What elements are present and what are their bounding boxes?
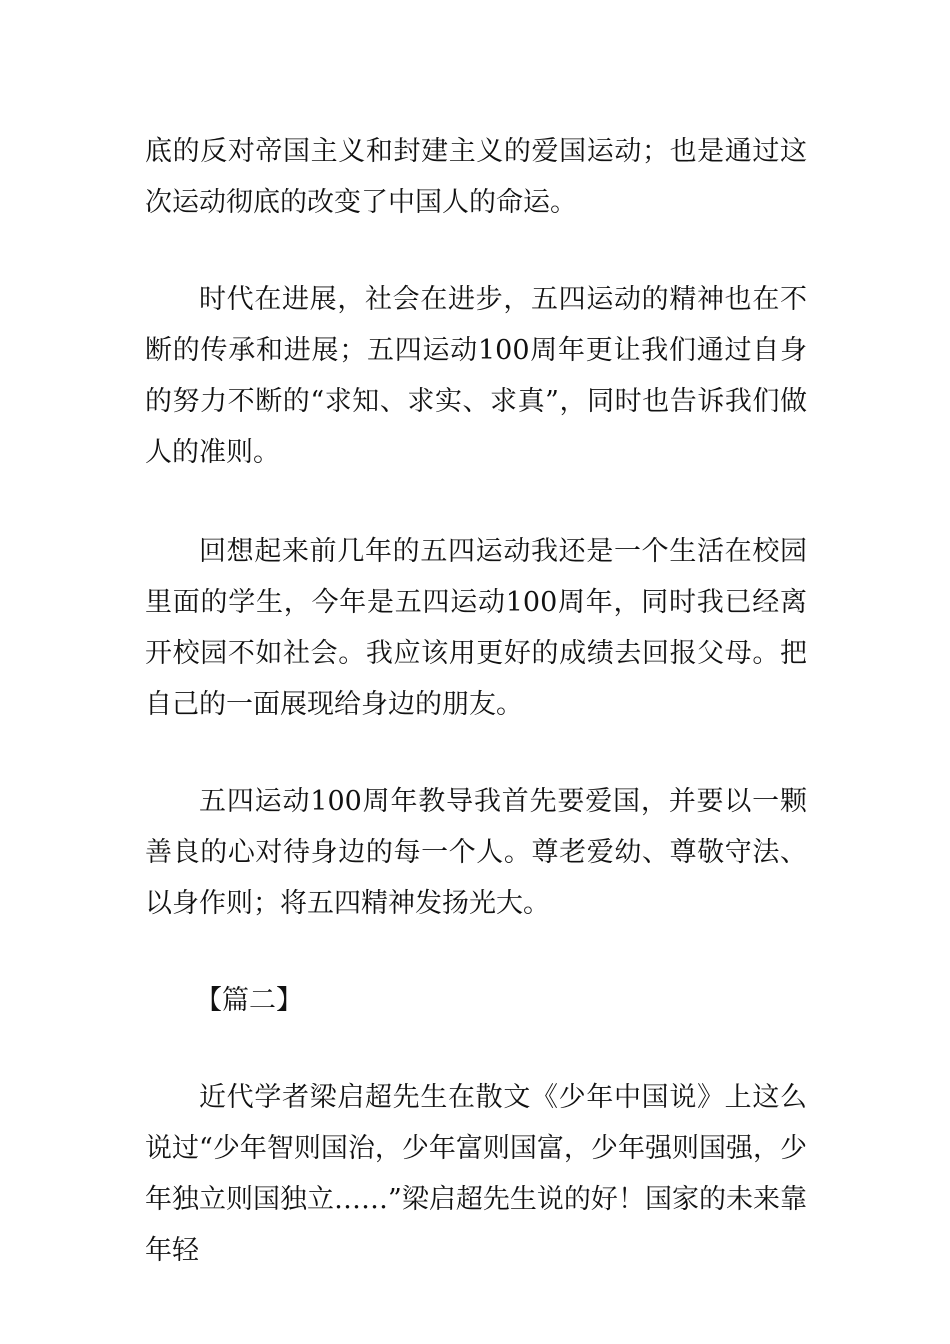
paragraph-4: 五四运动100周年教导我首先要爱国，并要以一颗善良的心对待身边的每一个人。尊老爱幼、尊敬守法、以身作则；将五四精神发扬光大。 xyxy=(145,786,807,919)
document-page xyxy=(145,0,807,1344)
section-heading: 【篇二】 xyxy=(195,985,303,1016)
paragraph-1: 底的反对帝国主义和封建主义的爱国运动；也是通过这次运动彻底的改变了中国人的命运。 xyxy=(145,136,807,218)
paragraph-2: 时代在进展，社会在进步，五四运动的精神也在不断的传承和进展；五四运动100周年更让我们通过自身的努力不断的“求知、求实、求真”，同时也告诉我们做人的准则。 xyxy=(145,284,807,468)
paragraph-5: 近代学者梁启超先生在散文《少年中国说》上这么说过“少年智则国治，少年富则国富，少年强则国强，少年独立则国独立……”梁启超先生说的好！国家的未来靠年轻 xyxy=(145,1082,807,1266)
paragraph-3: 回想起来前几年的五四运动我还是一个生活在校园里面的学生，今年是五四运动100周年，同时我已经离开校园不如社会。我应该用更好的成绩去回报父母。把自己的一面展现给身边的朋友。 xyxy=(145,536,807,720)
